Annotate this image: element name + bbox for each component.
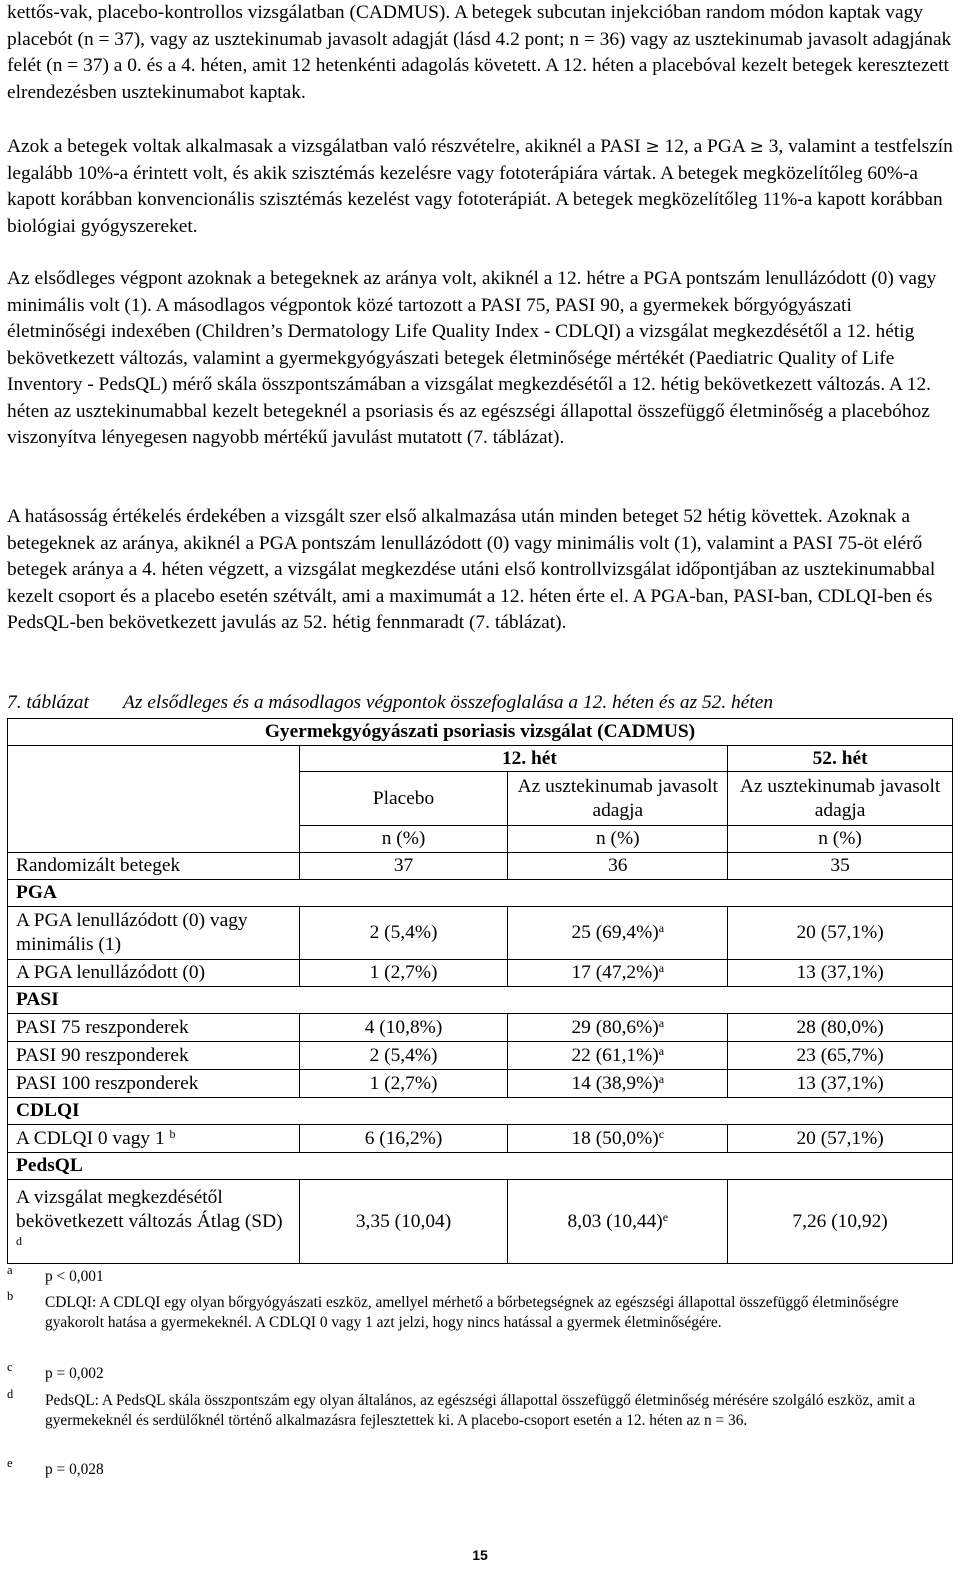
study-title-cell: Gyermekgyógyászati psoriasis vizsgálat (CADMUS) <box>8 719 953 746</box>
greater-equal-symbol: ≥ <box>645 137 660 157</box>
section-empty-cell <box>508 880 728 907</box>
value-text: 1 (2,7%) <box>369 1072 438 1094</box>
table-caption <box>7 690 773 716</box>
value-text: 13 (37,1%) <box>796 1072 884 1094</box>
value-text: 23 (65,7%) <box>796 1044 884 1066</box>
section-empty-cell <box>299 1153 508 1180</box>
row-label-text: A vizsgálat megkezdésétől bekövetkezett változás Átlag (SD) <box>16 1186 283 1232</box>
footnote-text: PedsQL: A PedsQL skála összpontszám egy olyan általános, az egészségi állapottal összefüggő életminőség mérésére szolgáló eszköz, amit a gyermekeknél és serdülőknél történő alkalmazásra fejlesztettek ki. A placebo-csoport esetén a 12. héten az n = 36. <box>45 1392 916 1429</box>
section-empty-cell <box>299 880 508 907</box>
value-text: 14 (38,9%) <box>571 1072 659 1094</box>
row-label <box>8 1070 300 1098</box>
footnote-mark: a <box>7 1263 13 1277</box>
paragraph-efficacy-followup: A hatásosság értékelés érdekében a vizsgált szer első alkalmazása után minden beteget 52 hétig követtek. Azoknak a betegeknek az aránya, akiknél a PGA pontszám lenullázódott (0) vagy minimális volt (1), valamint a PASI 75-öt elérő betegek aránya a 4. héten végzett, a vizsgálat megkezdése utáni első kontrollvizsgálat időpontjában az usztekinumabbal kezelt csoport és a placebo esetén szétvált, ami a maximumát a 12. héten érte el. A PGA-ban, PASI-ban, CDLQI-ben és PedsQL-ben bekövetkezett javulás az 52. hétig fennmaradt (7. táblázat). <box>7 506 936 633</box>
value-cell <box>299 960 508 987</box>
col-ust-week12-header: Az usztekinumab javasolt adagja <box>508 772 728 826</box>
value-cell <box>508 1042 728 1070</box>
value-text: 22 (61,1%) <box>571 1044 659 1066</box>
value-text: 17 (47,2%) <box>571 962 659 983</box>
table-number: 7. táblázat <box>7 692 89 713</box>
footnote-ref: a <box>658 1071 665 1086</box>
value-text: 35 <box>830 855 850 876</box>
value-text: 1 (2,7%) <box>369 962 438 983</box>
value-cell <box>508 960 728 987</box>
row-label <box>8 960 300 987</box>
col-ust-week52-header: Az usztekinumab javasolt adagja <box>728 772 953 826</box>
value-text: 29 (80,6%) <box>571 1016 659 1038</box>
unit-cell: n (%) <box>508 826 728 853</box>
value-cell <box>508 1070 728 1098</box>
table-section-row <box>8 880 953 907</box>
value-text: 8,03 (10,44) <box>567 1210 663 1232</box>
col-placebo-header: Placebo <box>299 772 508 826</box>
week12-header <box>299 746 728 772</box>
value-text: 2 (5,4%) <box>369 922 438 943</box>
section-label: PASI <box>8 987 300 1014</box>
footnote <box>7 1387 953 1430</box>
value-text: 6 (16,2%) <box>364 1127 443 1149</box>
section-empty-cell <box>299 1098 508 1125</box>
value-cell <box>728 960 953 987</box>
value-cell <box>299 1042 508 1070</box>
paragraph-eligibility-text-3: 3, valamint a testfelszín legalább 10%-a érintett volt, és akik szisztémás kezelésre vagy fototerápiára vártak. A betegek megközelítőleg 60%-a kapott korábban konvencionális szisztémás kezelést vagy fototerápiát. A betegek megközelítőleg 11%-a kapott korábban biológiai gyógyszereket. <box>7 136 953 237</box>
value-cell <box>728 1014 953 1042</box>
value-cell <box>728 853 953 880</box>
empty-header-cell <box>8 746 300 853</box>
value-cell <box>508 853 728 880</box>
footnote-mark: b <box>7 1289 14 1303</box>
value-cell <box>728 907 953 960</box>
paragraph-study-design: kettős-vak, placebo-kontrollos vizsgálatban (CADMUS). A betegek subcutan injekcióban random módon kaptak vagy placebót (n = 37), vagy az usztekinumab javasolt adagját (lásd 4.2 pont; n = 36) vagy az usztekinumab javasolt adagjának felét (n = 37) a 0. és a 4. héten, amit 12 hetenkénti adagolás követett. A 12. héten a placebóval kezelt betegek keresztezett elrendezésben usztekinumabot kaptak. <box>7 2 952 103</box>
value-cell <box>299 1014 508 1042</box>
footnote <box>7 1263 953 1287</box>
footnote-mark: c <box>7 1360 13 1374</box>
section-label: PGA <box>8 880 300 907</box>
row-label <box>8 1014 300 1042</box>
value-text: 18 (50,0%) <box>571 1127 659 1149</box>
footnote-mark: e <box>7 1456 13 1470</box>
value-cell <box>299 907 508 960</box>
section-empty-cell <box>508 1098 728 1125</box>
paragraph-eligibility-text-2: 12, a PGA <box>659 136 750 157</box>
value-text: 13 (37,1%) <box>796 962 884 983</box>
results-table <box>7 718 953 1264</box>
section-empty-cell <box>299 987 508 1014</box>
footnote <box>7 1456 953 1480</box>
value-text: 25 (69,4%) <box>571 922 659 943</box>
footnote-ref: a <box>658 921 665 935</box>
footnote-ref: a <box>658 1015 665 1030</box>
footnote-text: p = 0,002 <box>45 1365 104 1382</box>
value-text: 4 (10,8%) <box>364 1016 443 1038</box>
unit-cell: n (%) <box>299 826 508 853</box>
section-empty-cell <box>728 1098 953 1125</box>
row-label-text: PASI 75 reszponderek <box>16 1016 189 1038</box>
value-cell <box>728 1070 953 1098</box>
footnote-text: p = 0,028 <box>45 1461 104 1478</box>
row-label <box>8 1125 300 1153</box>
row-label-text: PASI 90 reszponderek <box>16 1044 189 1066</box>
value-cell <box>508 907 728 960</box>
row-label-text: A PGA lenullázódott (0) vagy minimális (1) <box>16 910 248 955</box>
footnote-ref: e <box>662 1209 669 1224</box>
value-cell <box>299 1180 508 1264</box>
section-empty-cell <box>728 1153 953 1180</box>
value-text: 36 <box>608 855 628 876</box>
footnote <box>7 1360 953 1384</box>
value-cell <box>728 1180 953 1264</box>
section-empty-cell <box>728 987 953 1014</box>
table-row <box>8 1014 953 1042</box>
paragraph-eligibility <box>7 134 953 240</box>
table-section-row <box>8 987 953 1014</box>
value-cell <box>508 1014 728 1042</box>
value-cell <box>299 853 508 880</box>
value-text: 20 (57,1%) <box>796 922 884 943</box>
unit-cell: n (%) <box>728 826 953 853</box>
section-empty-cell <box>508 987 728 1014</box>
value-text: 3,35 (10,04) <box>355 1210 452 1232</box>
table-section-row <box>8 1153 953 1180</box>
row-label <box>8 907 300 960</box>
value-cell <box>299 1070 508 1098</box>
section-empty-cell <box>728 880 953 907</box>
table-title: Az elsődleges és a másodlagos végpontok összefoglalása a 12. héten és az 52. héten <box>123 692 774 713</box>
value-cell <box>299 1125 508 1153</box>
row-label-text: A CDLQI 0 vagy 1 <box>16 1127 165 1149</box>
value-text: 37 <box>393 855 414 876</box>
footnote-ref: d <box>16 1233 22 1248</box>
footnote-mark: d <box>7 1387 14 1401</box>
table-row <box>8 907 953 960</box>
section-label: CDLQI <box>8 1098 300 1125</box>
value-text: 2 (5,4%) <box>369 1044 438 1066</box>
row-label <box>8 1042 300 1070</box>
row-label-text: PASI 100 reszponderek <box>16 1072 199 1094</box>
section-label: PedsQL <box>8 1153 300 1180</box>
value-cell <box>508 1180 728 1264</box>
value-cell <box>728 1125 953 1153</box>
table-row <box>8 853 953 880</box>
value-cell <box>728 1042 953 1070</box>
value-text: 20 (57,1%) <box>796 1127 884 1149</box>
table-row <box>8 1125 953 1153</box>
section-empty-cell <box>508 1153 728 1180</box>
table-row <box>8 1180 953 1264</box>
footnote-ref: a <box>658 961 665 975</box>
row-label-text: Randomizált betegek <box>16 855 181 876</box>
week52-header: 52. hét <box>728 746 953 772</box>
value-text: 28 (80,0%) <box>796 1016 884 1038</box>
paragraph-eligibility-text-1: Azok a betegek voltak alkalmasak a vizsgálatban való részvételre, akiknél a PASI <box>7 136 646 157</box>
paragraph-endpoints: Az elsődleges végpont azoknak a betegeknek az aránya volt, akiknél a 12. hétre a PGA pontszám lenullázódott (0) vagy minimális volt (1). A másodlagos végpontok közé tartozott a PASI 75, PASI 90, a gyermekek bőrgyógyászati életminőségi indexében (Children’s Dermatology Life Quality Index - CDLQI) a vizsgálat megkezdésétől a 12. hétig bekövetkezett változás, valamint a gyermekgyógyászati betegek életminősége mértékét (Paediatric Quality of Life Inventory - PedsQL) mérő skála összpontszámában a vizsgálat megkezdésétől a 12. hétig bekövetkezett változás. A 12. héten az usztekinumabbal kezelt betegeknél a psoriasis és az egészségi állapottal összefüggő életminőség a placebóhoz viszonyítva lényegesen nagyobb mértékű javulást mutatott (7. táblázat). <box>7 268 937 448</box>
value-text: 7,26 (10,92) <box>792 1210 888 1232</box>
footnote-ref: b <box>169 1126 176 1141</box>
footnote-ref: a <box>658 1043 665 1058</box>
footnote-ref: c <box>658 1126 665 1141</box>
value-cell <box>508 1125 728 1153</box>
row-label <box>8 1180 300 1264</box>
row-label-text: A PGA lenullázódott (0) <box>16 962 206 983</box>
table-section-row <box>8 1098 953 1125</box>
week12-header-text: 12. hét <box>501 747 557 769</box>
table-row <box>8 960 953 987</box>
footnote-text: p < 0,001 <box>45 1268 104 1285</box>
greater-equal-symbol: ≥ <box>749 137 764 157</box>
table-row <box>8 1070 953 1098</box>
footnote-text: CDLQI: A CDLQI egy olyan bőrgyógyászati eszköz, amellyel mérhető a bőrbetegségnek az egészségi állapottal összefüggő életminőségre gyakorolt hatása a gyermekeknél. A CDLQI 0 vagy 1 azt jelzi, hogy nincs hatással a gyermek életminőségére. <box>45 1294 899 1331</box>
row-label <box>8 853 300 880</box>
table-row <box>8 1042 953 1070</box>
page-number: 15 <box>472 1547 488 1563</box>
footnote <box>7 1289 953 1332</box>
